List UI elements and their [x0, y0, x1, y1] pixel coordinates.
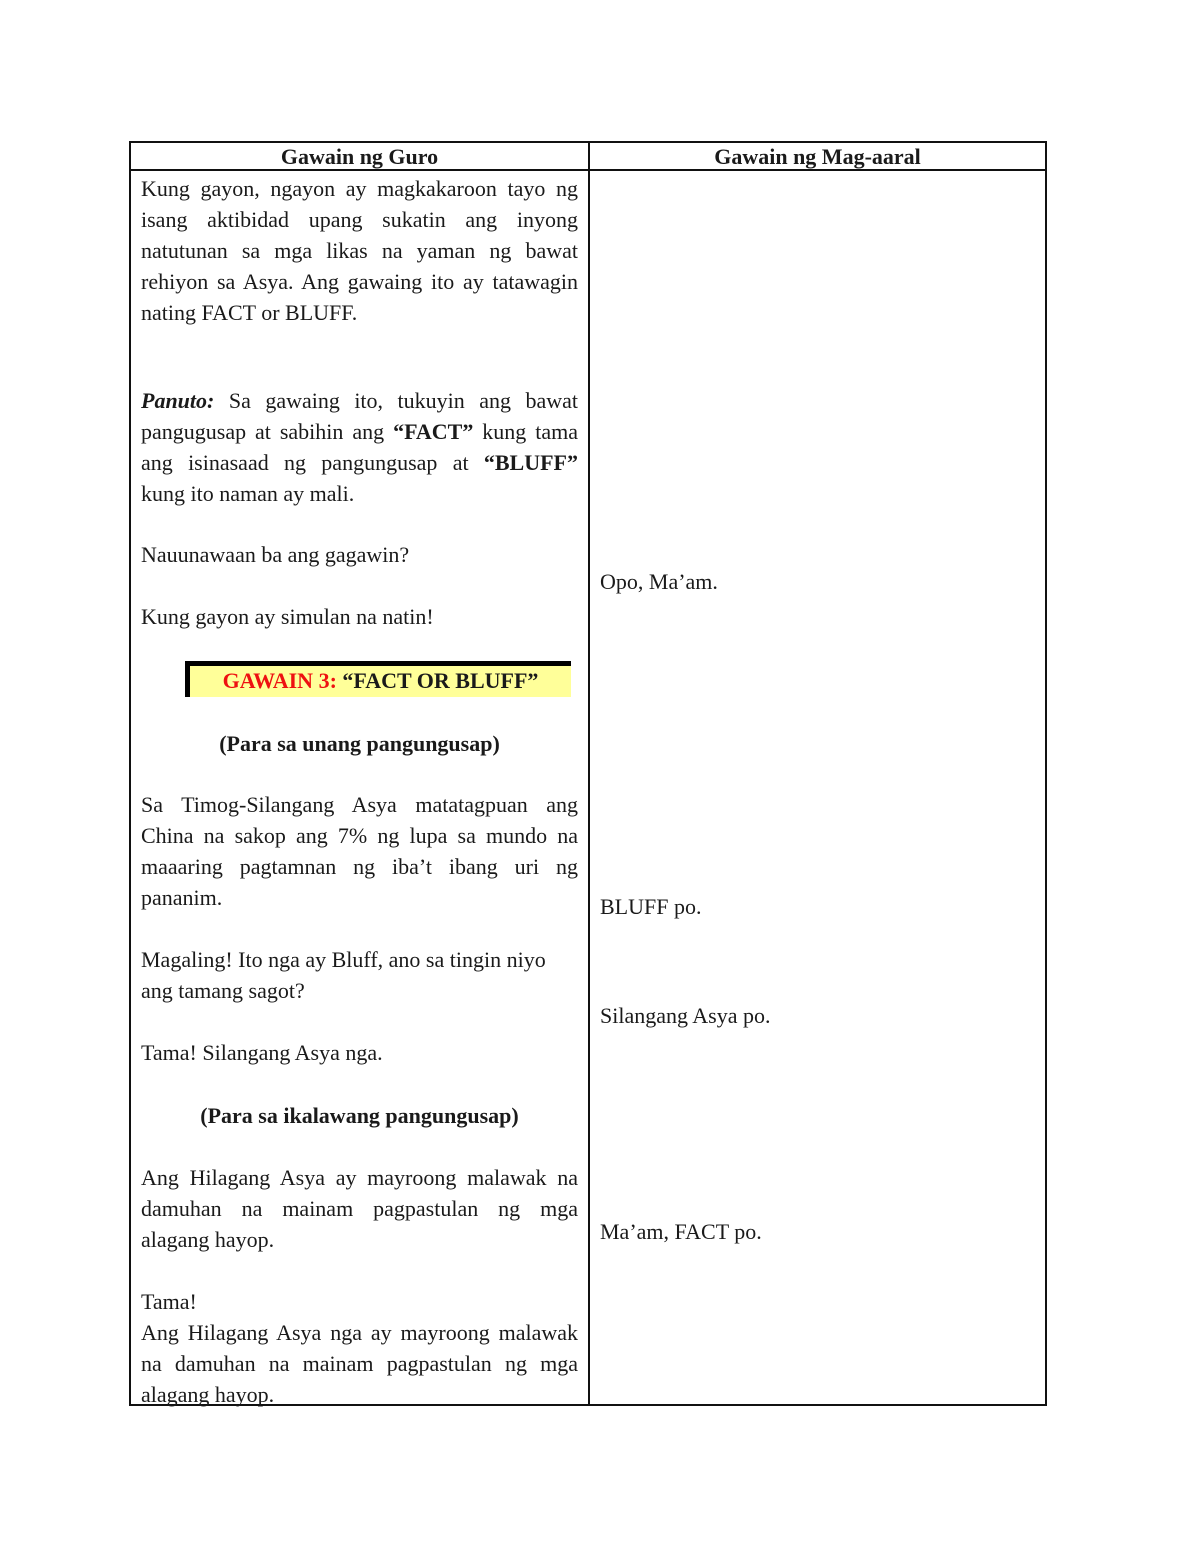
second-statement-heading: (Para sa ikalawang pangungusap) [200, 1103, 519, 1128]
first-feedback: Magaling! Ito nga ay Bluff, ano sa tingin niyo ang tamang sagot? [141, 947, 546, 1003]
panuto-label: Panuto: [141, 388, 215, 413]
student-answer-1: Opo, Ma’am. [600, 569, 718, 594]
gawain-label: GAWAIN 3: [222, 668, 337, 693]
second-repeat: Ang Hilagang Asya nga ay mayroong malawak na damuhan na mainam pagpastulan ng mga alagang hayop. [141, 1320, 578, 1407]
first-statement-heading: (Para sa unang pangungusap) [219, 731, 500, 756]
column-divider [588, 143, 590, 1404]
panuto-text-1: Sa gawaing ito, tukuyin ang bawat pangugusap at sabihin ang [141, 388, 578, 444]
gawain-title: “FACT OR BLUFF” [342, 668, 539, 693]
lesson-plan-table [129, 141, 1047, 1406]
student-answer-3: Silangang Asya po. [600, 1003, 771, 1028]
panuto-bluff: “BLUFF” [483, 450, 578, 475]
teacher-instructions [141, 385, 578, 509]
panuto-text-2: kung tama ang isinasaad ng pangungusap at [141, 419, 578, 475]
first-correct: Tama! Silangang Asya nga. [141, 1040, 383, 1065]
gawain-banner [185, 661, 571, 697]
header-teacher-activity: Gawain ng Guro [280, 144, 439, 169]
header-student-activity: Gawain ng Mag-aaral [714, 144, 921, 169]
second-tama: Tama! [141, 1289, 197, 1314]
panuto-fact: “FACT” [393, 419, 474, 444]
panuto-text-3: kung ito naman ay mali. [141, 481, 355, 506]
teacher-start: Kung gayon ay simulan na natin! [141, 604, 434, 629]
student-answer-2: BLUFF po. [600, 894, 702, 919]
second-statement: Ang Hilagang Asya ay mayroong malawak na damuhan na mainam pagpastulan ng mga alagang hayop. [141, 1165, 578, 1252]
teacher-intro: Kung gayon, ngayon ay magkakaroon tayo ng isang aktibidad upang sukatin ang inyong natutunan sa mga likas na yaman ng bawat rehiyon sa Asya. Ang gawaing ito ay tatawagin nating FACT or BLUFF. [141, 176, 578, 325]
teacher-question: Nauunawaan ba ang gagawin? [141, 542, 410, 567]
first-statement: Sa Timog-Silangang Asya matatagpuan ang China na sakop ang 7% ng lupa sa mundo na maaaring pagtamnan ng iba’t ibang uri ng pananim. [141, 792, 578, 910]
student-answer-4: Ma’am, FACT po. [600, 1219, 762, 1244]
